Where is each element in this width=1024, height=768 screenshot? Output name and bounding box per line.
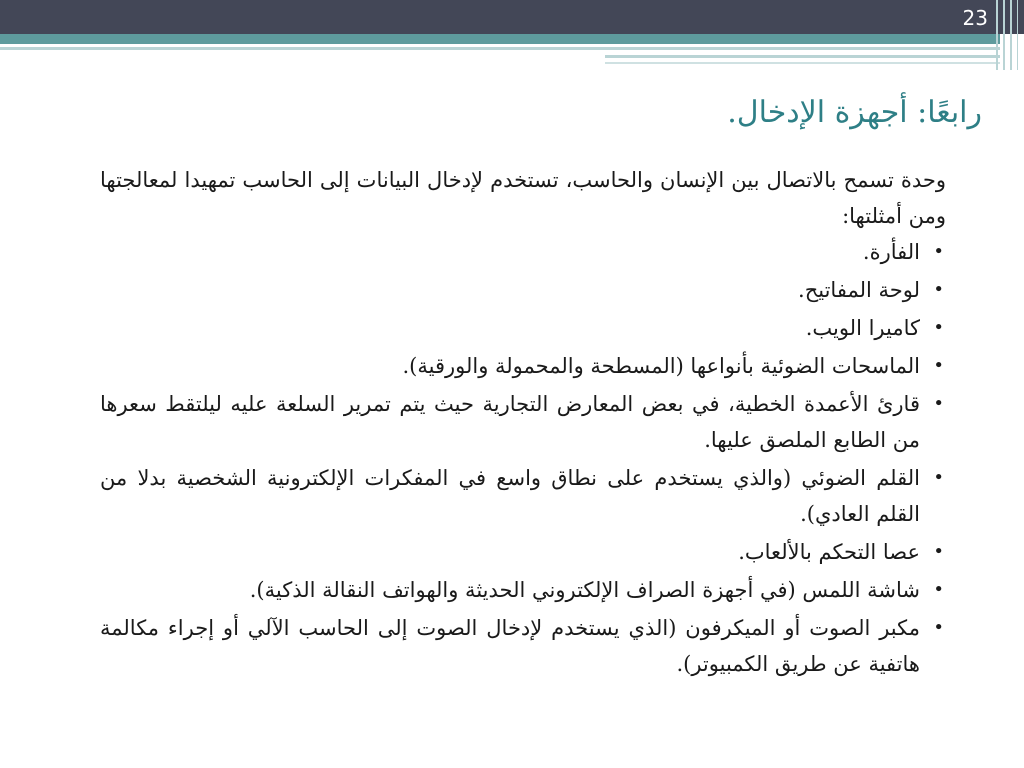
- slide-title: رابعًا: أجهزة الإدخال.: [727, 95, 982, 130]
- slide-content: [100, 162, 946, 684]
- bullet-icon: •: [933, 541, 944, 562]
- list-item-text: لوحة المفاتيح.: [798, 278, 920, 302]
- list-item-text: مكبر الصوت أو الميكرفون (الذي يستخدم لإدخال الصوت إلى الحاسب الآلي أو إجراء مكالمة هاتفية عن طريق الكمبيوتر).: [100, 616, 920, 676]
- list-item-text: الفأرة.: [862, 240, 920, 264]
- decor-vertical-1: [996, 0, 998, 70]
- list-item-text: الماسحات الضوئية بأنواعها (المسطحة والمحمولة والورقية).: [402, 354, 920, 378]
- accent-stripe: [0, 34, 1000, 44]
- list-item-text: عصا التحكم بالألعاب.: [738, 540, 920, 564]
- list-item: [100, 572, 946, 608]
- decor-line-2: [605, 55, 1000, 58]
- slide-number: 23: [962, 6, 988, 30]
- intro-paragraph: وحدة تسمح بالاتصال بين الإنسان والحاسب، تستخدم لإدخال البيانات إلى الحاسب تمهيدا لمعالجتها ومن أمثلتها:: [100, 168, 946, 228]
- decor-vertical-2: [1003, 0, 1005, 70]
- list-item: [100, 386, 946, 458]
- decor-line-1: [0, 47, 1000, 50]
- list-item-text: القلم الضوئي (والذي يستخدم على نطاق واسع في المفكرات الإلكترونية الشخصية بدلا من القلم العادي).: [100, 466, 920, 526]
- bullet-icon: •: [933, 279, 944, 300]
- header-bar: [0, 0, 1024, 34]
- decor-line-3: [605, 62, 1000, 64]
- list-item: [100, 272, 946, 308]
- bullet-icon: •: [933, 617, 944, 638]
- list-item-text: قارئ الأعمدة الخطية، في بعض المعارض التجارية حيث يتم تمرير السلعة عليه ليلتقط سعرها من الطابع الملصق عليها.: [100, 392, 920, 452]
- list-item: [100, 310, 946, 346]
- list-item: [100, 348, 946, 384]
- bullet-icon: •: [933, 467, 944, 488]
- list-item: [100, 460, 946, 532]
- decor-vertical-3: [1010, 0, 1012, 70]
- bullet-icon: •: [933, 317, 944, 338]
- list-item: [100, 234, 946, 270]
- list-item-text: شاشة اللمس (في أجهزة الصراف الإلكتروني الحديثة والهواتف النقالة الذكية).: [249, 578, 920, 602]
- list-item: [100, 534, 946, 570]
- bullet-icon: •: [933, 393, 944, 414]
- bullet-icon: •: [933, 241, 944, 262]
- decor-vertical-4: [1017, 0, 1018, 70]
- bullet-list: [100, 234, 946, 682]
- list-item: [100, 610, 946, 682]
- list-item-text: كاميرا الويب.: [805, 316, 920, 340]
- bullet-icon: •: [933, 579, 944, 600]
- bullet-icon: •: [933, 355, 944, 376]
